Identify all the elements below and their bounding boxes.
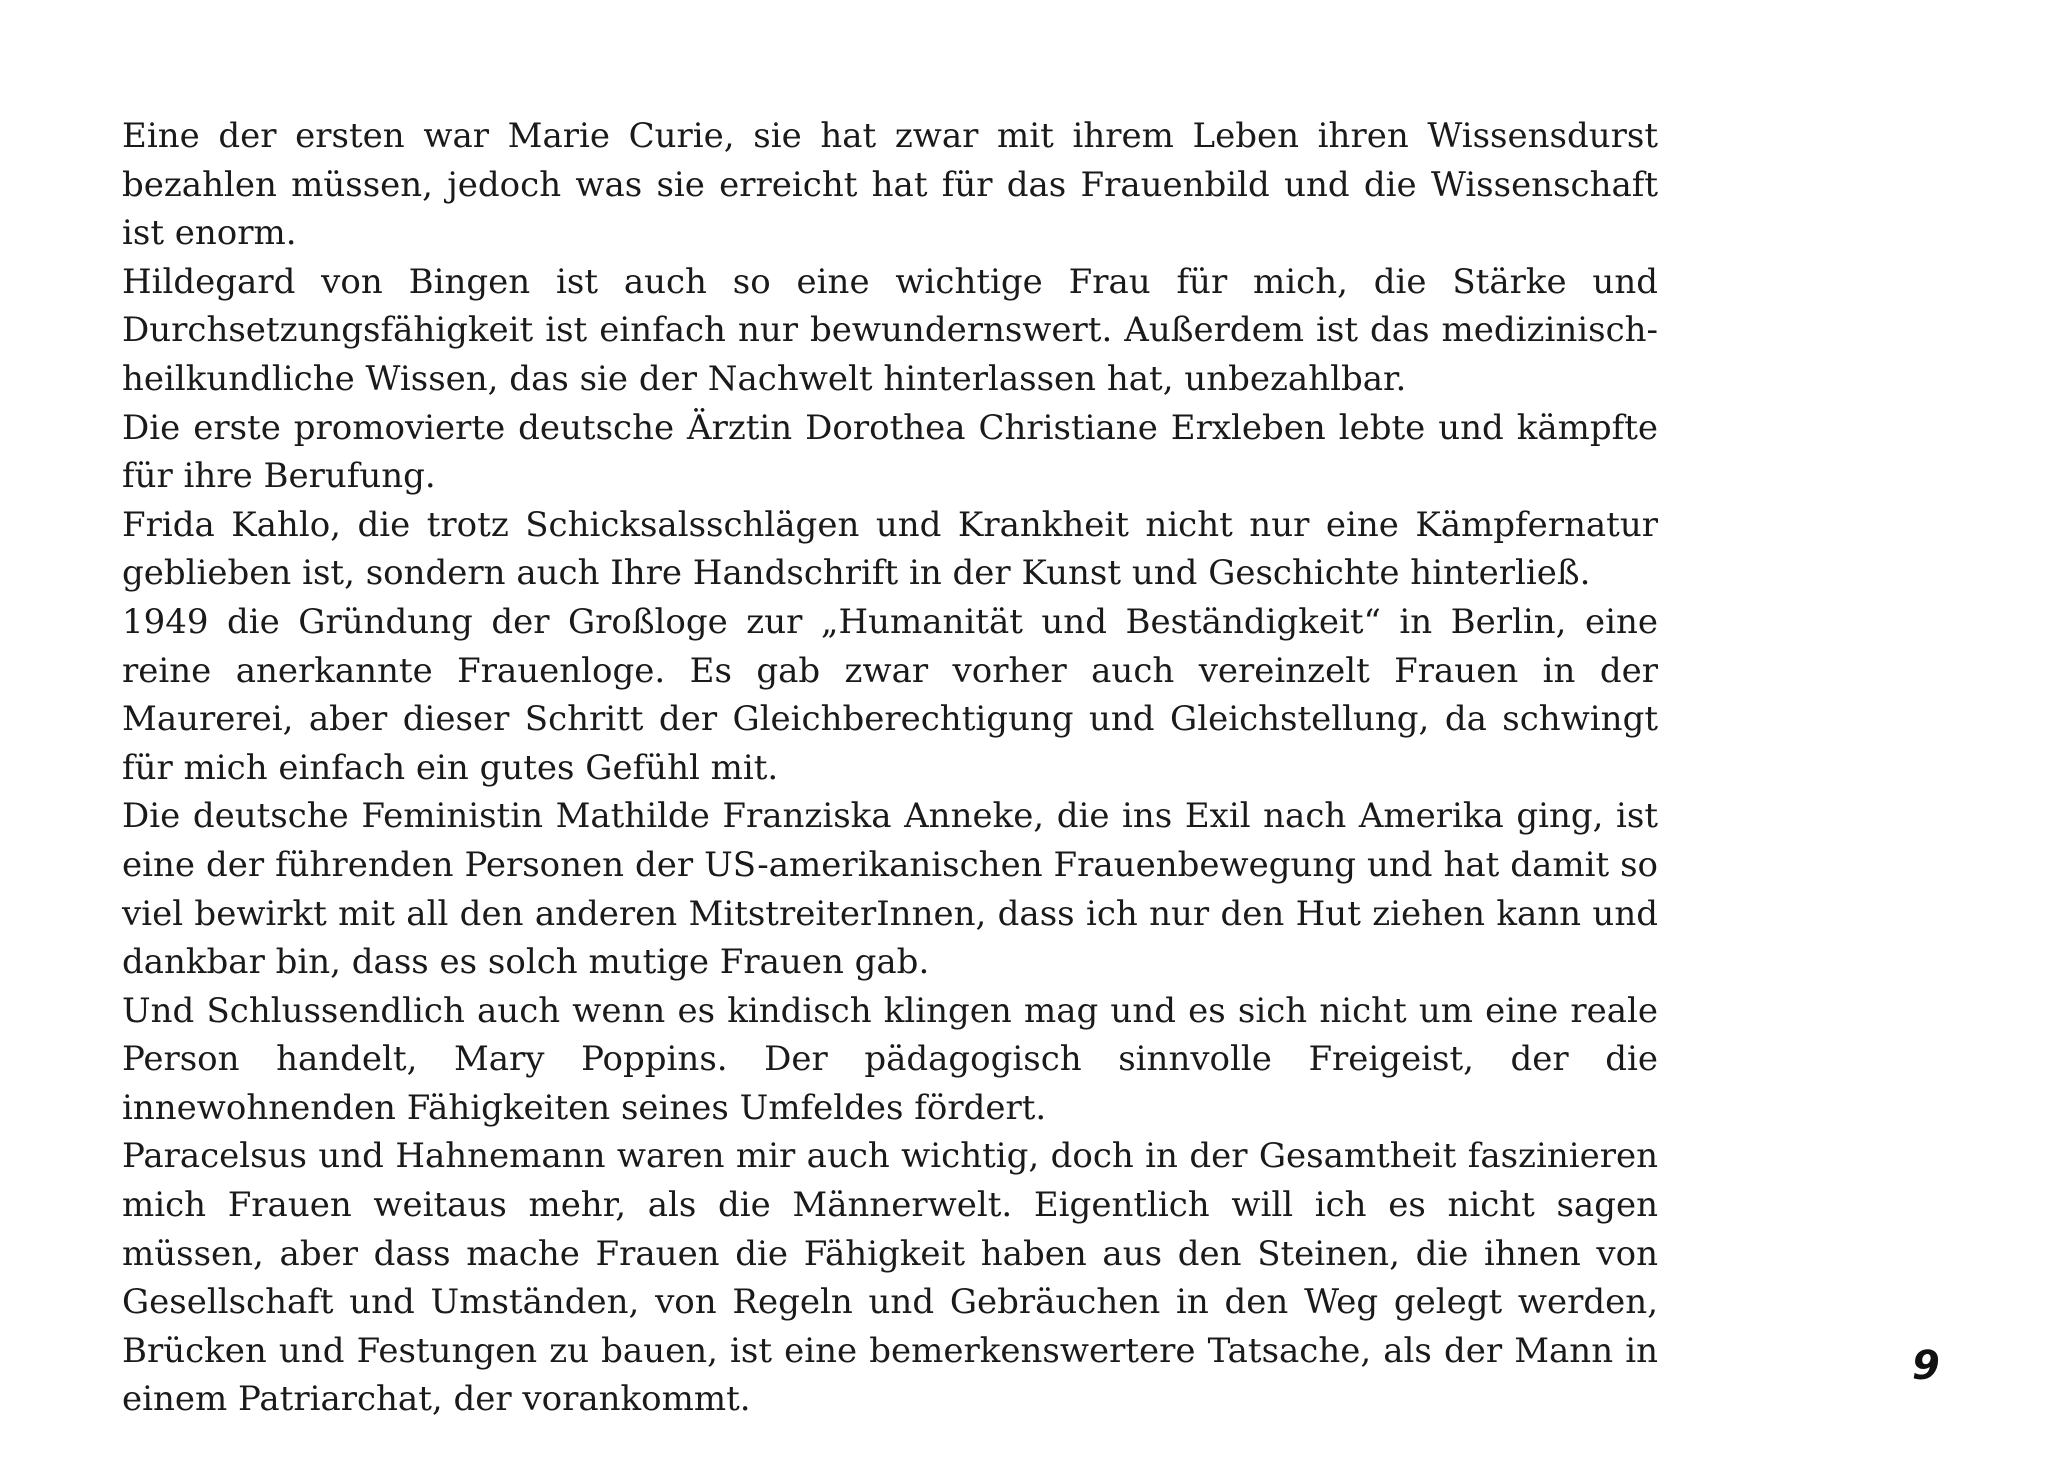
paragraph-frida-kahlo: Frida Kahlo, die trotz Schicksalsschlägen und Krankheit nicht nur eine Kämpfernatur geblieben ist, sondern auch Ihre Handschrift in der Kunst und Geschichte hinterließ. (122, 504, 1658, 594)
paragraph-paracelsus-hahnemann: Paracelsus und Hahnemann waren mir auch wichtig, doch in der Gesamtheit faszinieren mich Frauen weitaus mehr, als die Männerwelt. Eigentlich will ich es nicht sagen müssen, aber dass mache Frauen die Fähigkeit haben aus den Steinen, die ihnen von Gesellschaft und Umständen, von Regeln und Gebräuchen in den Weg gelegt werden, Brücken und Festungen zu bauen, ist eine bemerkenswertere Tatsache, als der Mann in einem Patriarchat, der vorankommt. (122, 1136, 1658, 1420)
paragraph-grossloge-1949: 1949 die Gründung der Großloge zur „Humanität und Beständigkeit“ in Berlin, eine reine anerkannte Frauenloge. Es gab zwar vorher auch vereinzelt Frauen in der Maurerei, aber dieser Schritt der Gleichberechtigung und Gleichstellung, da schwingt für mich einfach ein gutes Gefühl mit. (122, 601, 1658, 788)
body-text (122, 112, 1658, 1424)
page-number: 9 (1912, 1343, 1940, 1389)
paragraph-marie-curie: Eine der ersten war Marie Curie, sie hat zwar mit ihrem Leben ihren Wissensdurst bezahlen müssen, jedoch was sie erreicht hat für das Frauenbild und die Wissenschaft ist enorm. (122, 116, 1658, 254)
paragraph-hildegard-von-bingen: Hildegard von Bingen ist auch so eine wichtige Frau für mich, die Stärke und Durchsetzungsfähigkeit ist einfach nur bewundernswert. Außerdem ist das medizinisch-heilkundliche Wissen, das sie der Nachwelt hinterlassen hat, unbezahlbar. (122, 261, 1658, 399)
paragraph-mathilde-anneke: Die deutsche Feministin Mathilde Franziska Anneke, die ins Exil nach Amerika ging, ist eine der führenden Personen der US-amerikanischen Frauenbewegung und hat damit so viel bewirkt mit all den anderen MitstreiterInnen, dass ich nur den Hut ziehen kann und dankbar bin, dass es solch mutige Frauen gab. (122, 796, 1658, 983)
paragraph-dorothea-erxleben: Die erste promovierte deutsche Ärztin Dorothea Christiane Erxleben lebte und kämpfte für ihre Berufung. (122, 407, 1658, 497)
paragraph-mary-poppins: Und Schlussendlich auch wenn es kindisch klingen mag und es sich nicht um eine reale Person handelt, Mary Poppins. Der pädagogisch sinnvolle Freigeist, der die innewohnenden Fähigkeiten seines Umfeldes fördert. (122, 990, 1658, 1128)
